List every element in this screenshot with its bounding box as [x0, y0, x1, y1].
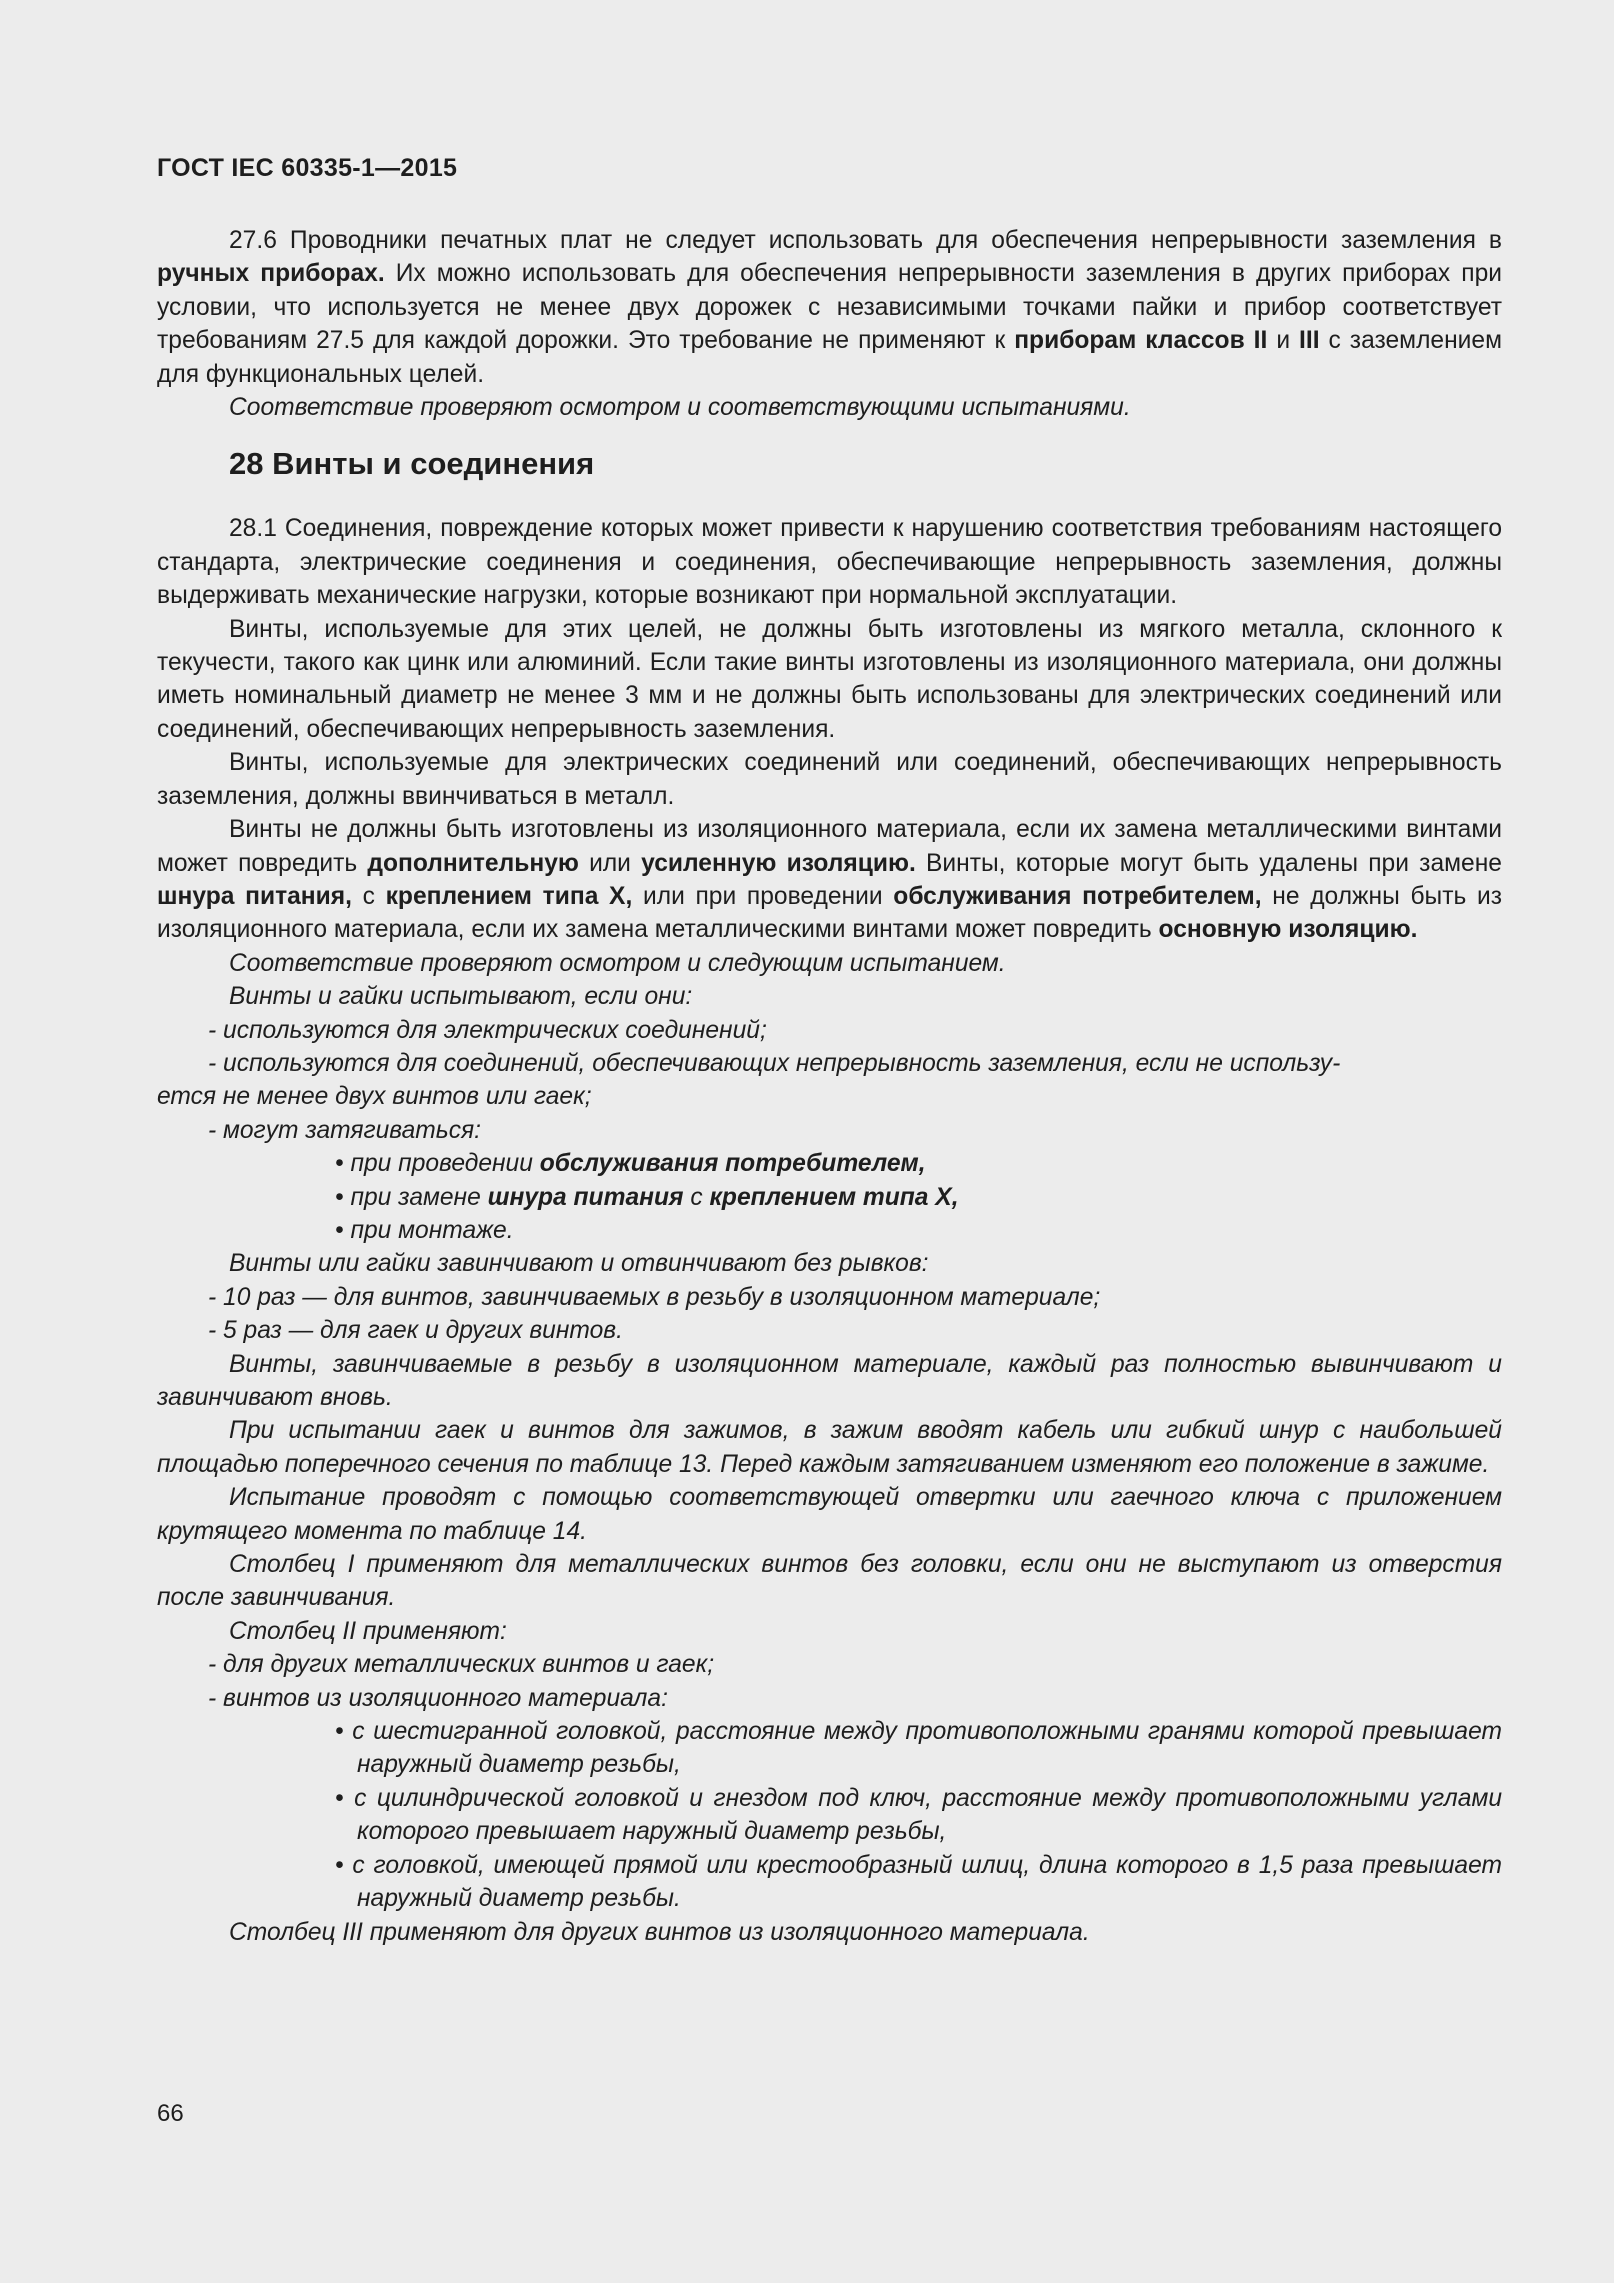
text-run: 27.6 Проводники печатных плат не следует использовать для обеспечения непрерывности заземления в [229, 227, 1502, 254]
term-bold: креплением типа X, [385, 882, 633, 910]
document-header: ГОСТ IEC 60335-1—2015 [157, 154, 458, 182]
term-bold: шнура питания, [157, 882, 352, 910]
dash-item: - для других металлических винтов и гаек; [208, 1651, 715, 1679]
dash-item: - используются для соединений, обеспечивающих непрерывность заземления, если не использу- [208, 1049, 1341, 1077]
bullet-item: • с шестигранной головкой, расстояние между противоположными гранями которой превышает наружный диаметр резьбы, [335, 1718, 1502, 1779]
text-run: • при проведении [335, 1150, 540, 1178]
text-run: с [683, 1183, 710, 1211]
paragraph-italic: Испытание проводят с помощью соответствующей отвертки или гаечного ключа с приложением крутящего момента по таблице 14. [157, 1484, 1502, 1545]
term-bold: основную изоляцию. [1158, 916, 1418, 944]
term-bold: креплением типа X, [709, 1183, 959, 1211]
compliance-28: Соответствие проверяют осмотром и следующим испытанием. [229, 949, 1006, 977]
paragraph-italic: Столбец III применяют для других винтов из изоляционного материала. [229, 1918, 1090, 1946]
paragraph-screws-metal: Винты, используемые для электрических соединений или соединений, обеспечивающих непрерывность заземления, должны ввинчиваться в металл. [157, 749, 1502, 810]
screw-intro: Винты или гайки завинчивают и отвинчивают без рывков: [229, 1250, 929, 1278]
paragraph-italic: При испытании гаек и винтов для зажимов, в зажим вводят кабель или гибкий шнур с наибольшей площадью поперечного сечения по таблице 13. Перед каждым затягиванием изменяют его положение в зажиме. [157, 1417, 1502, 1478]
bullet-item: • при монтаже. [335, 1216, 514, 1244]
text-run: с заземлением для функциональных целей. [157, 327, 1502, 388]
dash-item: - могут затягиваться: [208, 1116, 481, 1144]
dash-item: - винтов из изоляционного материала: [208, 1684, 668, 1712]
term-bold: приборам классов II [1014, 327, 1268, 355]
term-bold: обслуживания потребителем, [893, 882, 1262, 910]
text-run: Их можно использовать для обеспечения непрерывности заземления в других приборах при условии, что используется не менее двух дорожек с независимыми точками пайки и прибор соответствует требованиям 27.5 для каждой дорожки. Это требование не применяют к [157, 260, 1503, 355]
text-run: Винты не должны быть изготовлены из изоляционного материала, если их замена металлическими винтами может повредить [157, 816, 1502, 877]
paragraph-italic: Столбец I применяют для металлических винтов без головки, если они не выступают из отверстия после завинчивания. [157, 1551, 1502, 1612]
term-bold: ручных приборах. [157, 260, 385, 288]
paragraph-27-6 [157, 224, 1502, 391]
term-bold: дополнительную [367, 849, 579, 877]
bullet-item [157, 1181, 1502, 1214]
paragraph-screws-material: Винты, используемые для этих целей, не должны быть изготовлены из мягкого металла, склонного к текучести, такого как цинк или алюминий. Если такие винты изготовлены из изоляционного материала, они должны иметь номинальный диаметр не менее 3 мм и не должны быть использованы для электрических соединений или соединений, обеспечивающих непрерывность заземления. [157, 615, 1502, 743]
section-title-28: 28 Винты и соединения [229, 446, 595, 482]
bullet-item: • с головкой, имеющей прямой или крестообразный шлиц, длина которого в 1,5 раза превышает наружный диаметр резьбы. [335, 1851, 1502, 1913]
text-run: или [578, 849, 642, 877]
paragraph-28-1: 28.1 Соединения, повреждение которых может привести к нарушению соответствия требованиям настоящего стандарта, электрические соединения и соединения, обеспечивающие непрерывность заземления, должны выдерживать механические нагрузки, которые возникают при нормальной эксплуатации. [157, 515, 1502, 610]
dash-item-continuation: ется не менее двух винтов или гаек; [157, 1083, 592, 1111]
paragraph-italic: Винты, завинчиваемые в резьбу в изоляционном материале, каждый раз полностью вывинчивают и завинчивают вновь. [157, 1350, 1502, 1411]
term-bold: обслуживания потребителем, [539, 1150, 926, 1178]
paragraph-italic: Столбец II применяют: [229, 1617, 507, 1645]
text-run: или при проведении [632, 882, 894, 910]
text-run: с [351, 882, 386, 910]
term-bold: III [1299, 327, 1320, 355]
dash-item: - используются для электрических соединений; [208, 1016, 767, 1044]
document-body [157, 224, 1502, 1949]
page-number: 66 [157, 2100, 184, 2127]
text-run: • при замене [335, 1183, 488, 1211]
compliance-27: Соответствие проверяют осмотром и соответствующими испытаниями. [229, 394, 1131, 422]
term-bold: усиленную изоляцию. [641, 849, 916, 877]
text-run: и [1267, 327, 1300, 355]
dash-item: - 10 раз — для винтов, завинчиваемых в резьбу в изоляционном материале; [208, 1283, 1101, 1311]
bullet-item [157, 1147, 1502, 1180]
tested-intro: Винты и гайки испытывают, если они: [229, 983, 693, 1011]
term-bold: шнура питания [487, 1183, 684, 1211]
bullet-item: • с цилиндрической головкой и гнездом под ключ, расстояние между противоположными углами которого превышает наружный диаметр резьбы, [335, 1784, 1502, 1846]
text-run: Винты, которые могут быть удалены при замене [915, 849, 1502, 877]
dash-item: - 5 раз — для гаек и других винтов. [208, 1317, 623, 1345]
paragraph-screws-insulation [157, 813, 1502, 947]
text-run: не должны быть из изоляционного материала, если их замена металлическими винтами может повредить [157, 882, 1502, 944]
